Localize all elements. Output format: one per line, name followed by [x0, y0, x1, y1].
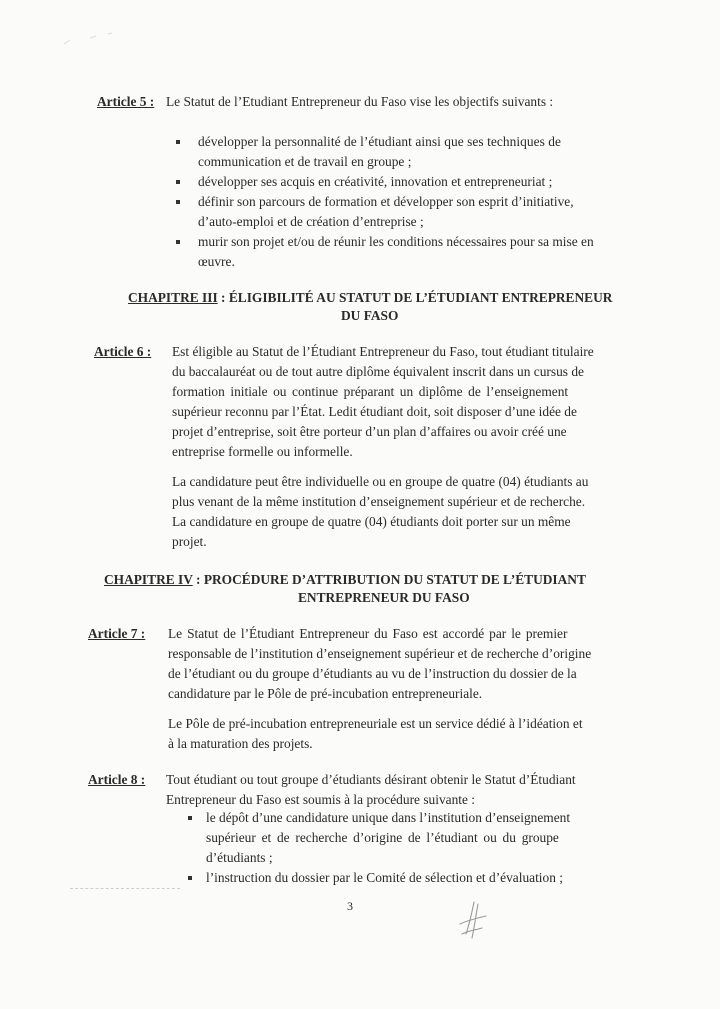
bullet-marker	[176, 180, 180, 184]
paragraph-line: Entrepreneur du Faso est soumis à la procédure suivante :	[166, 792, 476, 807]
paragraph-line: entreprise formelle ou informelle.	[172, 444, 353, 459]
paragraph-line: plus venant de la même institution d’enseignement supérieur et de recherche.	[172, 494, 586, 509]
paragraph-line: La candidature en groupe de quatre (04) étudiants doit porter sur un même	[172, 514, 571, 529]
article-7-label: Article 7 :	[88, 626, 146, 641]
paragraph-line: projet d’entreprise, soit être porteur d’un plan d’affaires ou avoir créé une	[172, 424, 567, 439]
scan-mark-top	[60, 30, 120, 50]
bullet-marker	[188, 876, 192, 880]
paragraph-line: candidature par le Pôle de pré-incubation entrepreneuriale.	[168, 686, 483, 701]
paragraph-line: Tout étudiant ou tout groupe d’étudiants désirant obtenir le Statut d’Étudiant	[166, 772, 576, 787]
paragraph-line: Est éligible au Statut de l’Étudiant Entrepreneur du Faso, tout étudiant titulaire	[172, 344, 594, 359]
list-item-line: d’auto-emploi et de création d’entreprise ;	[198, 214, 424, 229]
scan-artifact	[70, 888, 180, 889]
bullet-marker	[176, 200, 180, 204]
paragraph-line: Le Statut de l’Étudiant Entrepreneur du Faso est accordé par le premier	[168, 626, 568, 641]
paragraph-line: responsable de l’institution d’enseignement supérieur et de recherche d’origine	[168, 646, 592, 661]
paragraph-line: à la maturation des projets.	[168, 736, 313, 751]
chapter-4-heading	[104, 572, 586, 588]
article-8-label: Article 8 :	[88, 772, 146, 787]
list-item-line: murir son projet et/ou de réunir les conditions nécessaires pour sa mise en	[198, 234, 594, 249]
list-item-line: supérieur et de recherche d’origine de l’étudiant ou du groupe	[206, 830, 559, 845]
article-5-intro: Le Statut de l’Etudiant Entrepreneur du Faso vise les objectifs suivants :	[166, 94, 554, 109]
paragraph-line: La candidature peut être individuelle ou en groupe de quatre (04) étudiants au	[172, 474, 589, 489]
article-6-label: Article 6 :	[94, 344, 152, 359]
chapter-4-title-line-2: ENTREPRENEUR DU FASO	[298, 590, 470, 605]
paragraph-line: supérieur reconnu par l’État. Ledit étudiant doit, soit disposer d’une idée de	[172, 404, 577, 419]
paragraph-line: projet.	[172, 534, 207, 549]
list-item-line: développer la personnalité de l’étudiant ainsi que ses techniques de	[198, 134, 561, 149]
chapter-4-label: CHAPITRE IV	[104, 572, 193, 587]
chapter-3-heading	[128, 290, 612, 306]
chapter-3-label: CHAPITRE III	[128, 290, 218, 305]
chapter-4-title: : PROCÉDURE D’ATTRIBUTION DU STATUT DE L’ÉTUDIANT	[192, 572, 586, 587]
list-item-line: le dépôt d’une candidature unique dans l’institution d’enseignement	[206, 810, 571, 825]
article-5-label: Article 5 :	[97, 94, 155, 109]
bullet-marker	[176, 140, 180, 144]
chapter-3-title-line-2: DU FASO	[341, 308, 399, 323]
paragraph-line: Le Pôle de pré-incubation entrepreneuriale est un service dédié à l’idéation et	[168, 716, 583, 731]
bullet-marker	[176, 240, 180, 244]
handwritten-initials	[452, 898, 492, 948]
paragraph-line: formation initiale ou continue préparant un diplôme de l’enseignement	[172, 384, 569, 399]
list-item-line: d’étudiants ;	[206, 850, 273, 865]
chapter-3-title: : ÉLIGIBILITÉ AU STATUT DE L’ÉTUDIANT ENTREPRENEUR	[217, 290, 613, 305]
paragraph-line: du baccalauréat ou de tout autre diplôme équivalent inscrit dans un cursus de	[172, 364, 584, 379]
list-item-line: l’instruction du dossier par le Comité de sélection et d’évaluation ;	[206, 870, 563, 885]
list-item-line: définir son parcours de formation et développer son esprit d’initiative,	[198, 194, 574, 209]
list-item-line: communication et de travail en groupe ;	[198, 154, 412, 169]
paragraph-line: de l’étudiant ou du groupe d’étudiants au vu de l’instruction du dossier de la	[168, 666, 577, 681]
bullet-marker	[188, 816, 192, 820]
list-item-line: œuvre.	[198, 254, 235, 269]
page-number: 3	[347, 899, 353, 913]
list-item-line: développer ses acquis en créativité, innovation et entrepreneuriat ;	[198, 174, 553, 189]
